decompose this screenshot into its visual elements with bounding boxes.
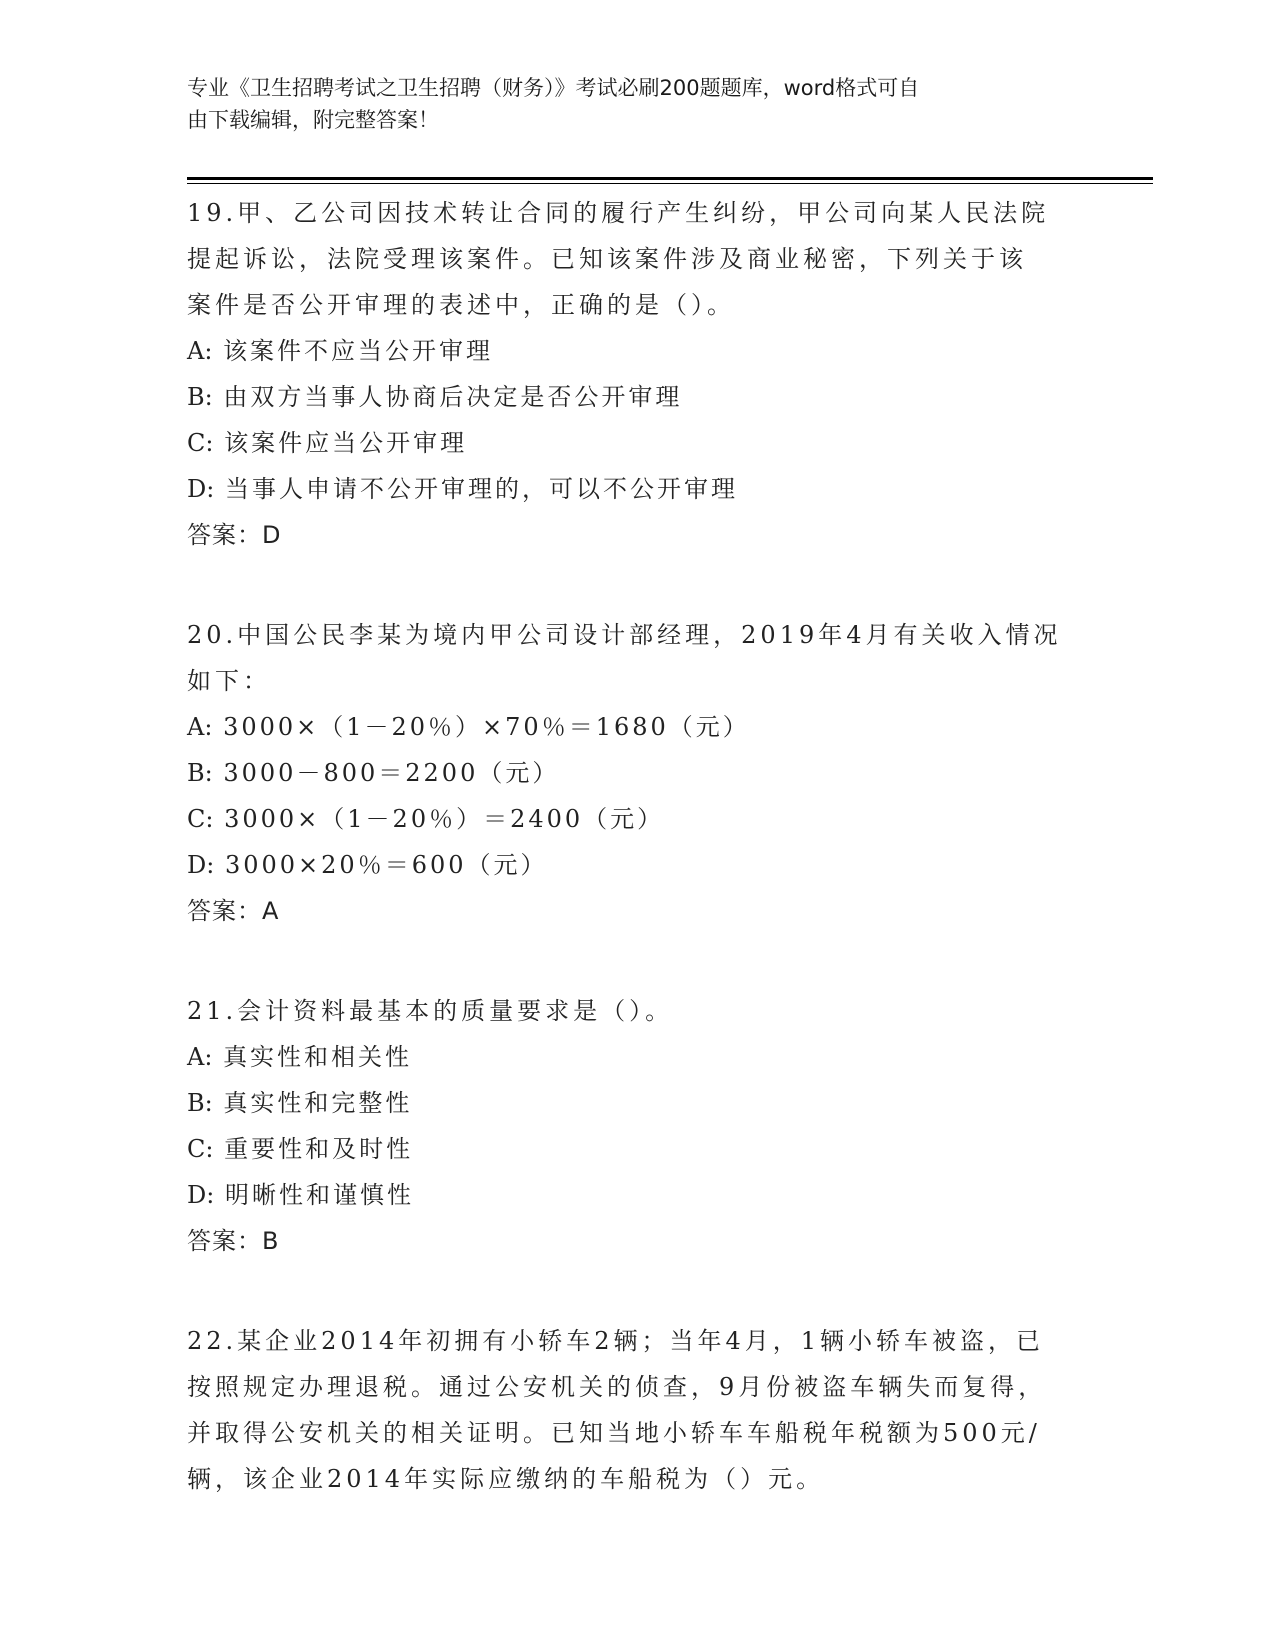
- question-stem-line: 并取得公安机关的相关证明。已知当地小轿车车船税年税额为500元/: [187, 1419, 1041, 1447]
- option-text: 明晰性和谨慎性: [224, 1181, 414, 1209]
- option-c: [187, 796, 1087, 842]
- option-c: [187, 1126, 1087, 1172]
- option-letter: C:: [187, 429, 214, 457]
- option-text: 3000－800＝2200（元）: [223, 759, 560, 787]
- option-text: 当事人申请不公开审理的，可以不公开审理: [224, 475, 738, 503]
- answer-line: 答案：A: [187, 897, 280, 925]
- option-letter: B:: [187, 383, 213, 411]
- option-b: [187, 750, 1087, 796]
- question-stem-line: 21.会计资料最基本的质量要求是（）。: [187, 997, 674, 1025]
- option-d: [187, 1172, 1087, 1218]
- option-text: 真实性和相关性: [223, 1043, 413, 1071]
- option-b: [187, 1080, 1087, 1126]
- question-stem-line: 如下：: [187, 667, 271, 695]
- option-letter: D:: [187, 851, 215, 879]
- option-text: 重要性和及时性: [224, 1135, 414, 1163]
- option-letter: C:: [187, 1135, 214, 1163]
- option-letter: A:: [187, 337, 213, 365]
- question-21: [187, 988, 1087, 1264]
- option-a: [187, 328, 1087, 374]
- question-stem-line: 按照规定办理退税。通过公安机关的侦查，9月份被盗车辆失而复得，: [187, 1373, 1047, 1401]
- option-d: [187, 842, 1087, 888]
- question-stem-line: 22.某企业2014年初拥有小轿车2辆；当年4月，1辆小轿车被盗，已: [187, 1327, 1045, 1355]
- option-text: 该案件应当公开审理: [224, 429, 468, 457]
- question-stem-line: 辆，该企业2014年实际应缴纳的车船税为（）元。: [187, 1465, 825, 1493]
- option-text: 3000×（1－20％）＝2400（元）: [224, 805, 665, 833]
- question-list: [187, 190, 1087, 1556]
- question-stem-line: 20.中国公民李某为境内甲公司设计部经理，2019年4月有关收入情况: [187, 621, 1062, 649]
- option-b: [187, 374, 1087, 420]
- option-a: [187, 1034, 1087, 1080]
- question-20: [187, 612, 1087, 934]
- option-letter: B:: [187, 759, 213, 787]
- answer-line: 答案：D: [187, 521, 282, 549]
- option-letter: B:: [187, 1089, 213, 1117]
- header-divider-thin: [187, 183, 1153, 184]
- question-22: [187, 1318, 1087, 1502]
- option-text: 由双方当事人协商后决定是否公开审理: [223, 383, 683, 411]
- option-letter: D:: [187, 1181, 215, 1209]
- option-letter: C:: [187, 805, 214, 833]
- option-text: 真实性和完整性: [223, 1089, 413, 1117]
- question-19: [187, 190, 1087, 558]
- header-line: 由下载编辑，附完整答案！: [187, 108, 439, 132]
- header-line: 专业《卫生招聘考试之卫生招聘（财务）》考试必刷200题题库，word格式可自: [187, 76, 920, 100]
- option-a: [187, 704, 1087, 750]
- question-stem-line: 提起诉讼，法院受理该案件。已知该案件涉及商业秘密，下列关于该: [187, 245, 1027, 273]
- option-letter: A:: [187, 713, 213, 741]
- question-stem-line: 案件是否公开审理的表述中，正确的是（）。: [187, 291, 735, 319]
- option-c: [187, 420, 1087, 466]
- question-stem-line: 19.甲、乙公司因技术转让合同的履行产生纠纷，甲公司向某人民法院: [187, 199, 1050, 227]
- header-divider-thick: [187, 177, 1153, 180]
- option-letter: D:: [187, 475, 215, 503]
- option-text: 3000×20％＝600（元）: [224, 851, 548, 879]
- option-letter: A:: [187, 1043, 213, 1071]
- option-text: 3000×（1－20％）×70％＝1680（元）: [223, 713, 750, 741]
- document-header: [187, 72, 1067, 136]
- option-text: 该案件不应当公开审理: [223, 337, 494, 365]
- option-d: [187, 466, 1087, 512]
- answer-line: 答案：B: [187, 1227, 280, 1255]
